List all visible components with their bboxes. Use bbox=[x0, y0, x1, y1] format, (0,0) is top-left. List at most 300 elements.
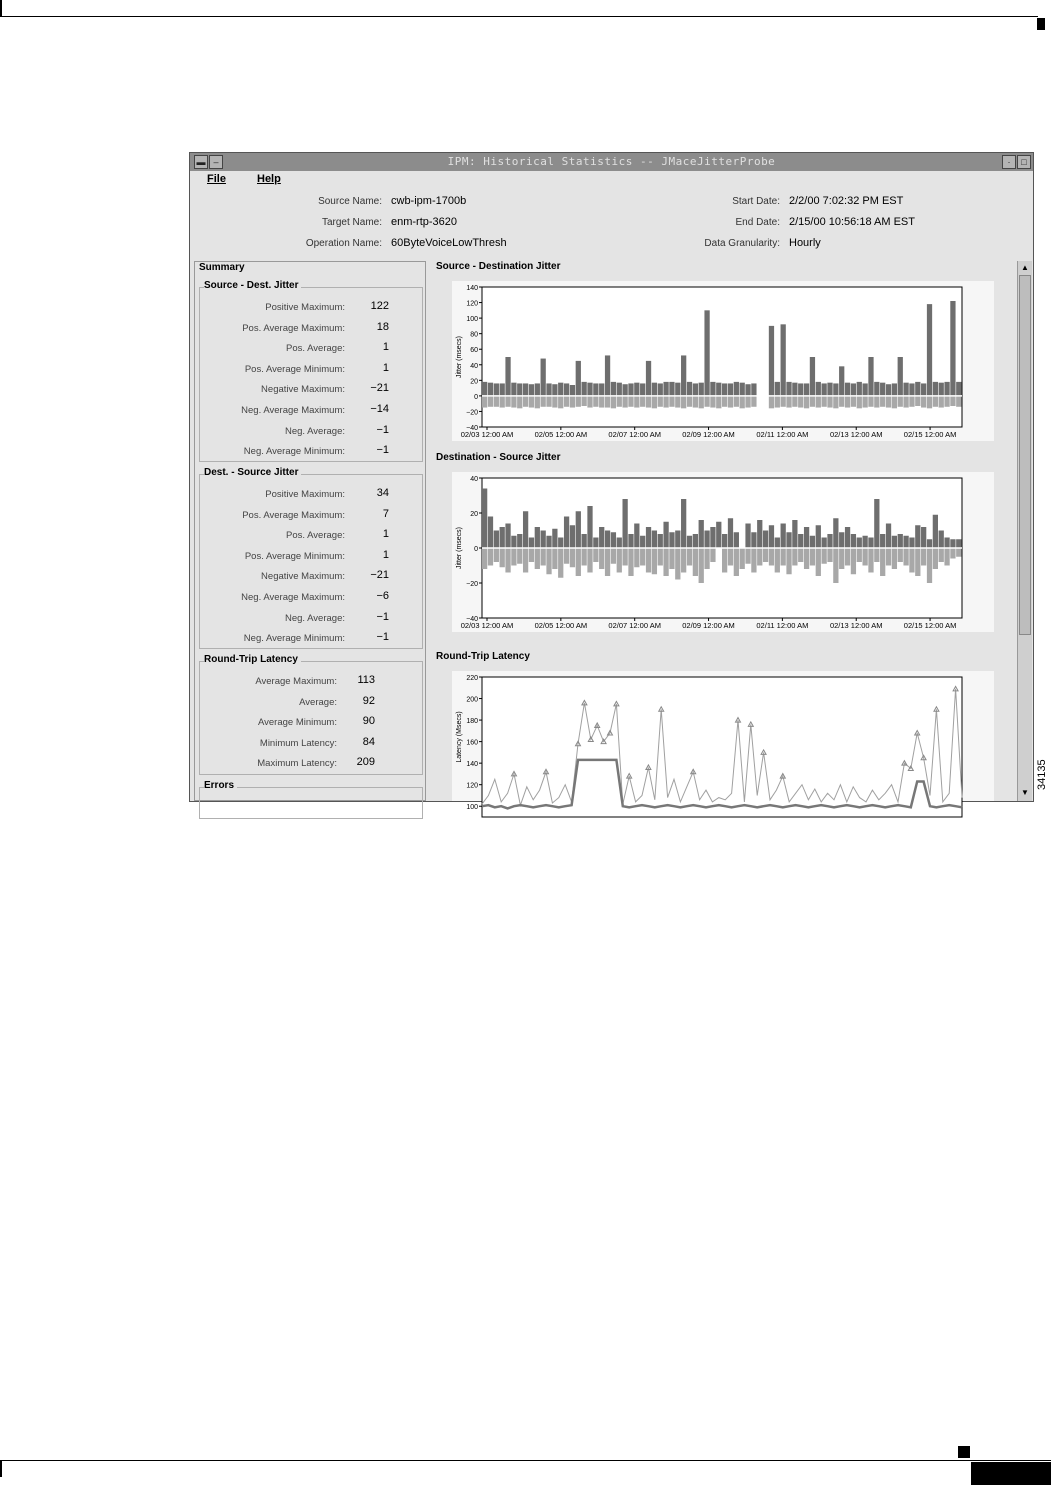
y-axis-label: Latency (Msecs) bbox=[456, 711, 463, 763]
bar bbox=[734, 382, 739, 396]
operation-name-label: Operation Name: bbox=[305, 238, 382, 249]
bar bbox=[810, 396, 815, 407]
bar bbox=[874, 499, 879, 548]
sd-stat-value: −1 bbox=[376, 444, 389, 457]
bar bbox=[494, 383, 499, 395]
y-tick-label: 60 bbox=[470, 347, 478, 355]
bar bbox=[564, 548, 569, 564]
bar bbox=[535, 396, 540, 408]
y-tick-label: 200 bbox=[466, 696, 478, 704]
bar bbox=[833, 383, 838, 395]
bar bbox=[622, 499, 627, 548]
bar bbox=[505, 357, 510, 396]
bar bbox=[781, 324, 786, 396]
bar bbox=[523, 548, 528, 573]
rtt-stat-label: Average Minimum: bbox=[257, 717, 337, 729]
bar bbox=[880, 383, 885, 396]
crop-mark-top-right bbox=[1037, 18, 1045, 30]
bar bbox=[541, 359, 546, 396]
sd-stat-value: 18 bbox=[376, 320, 389, 333]
bar bbox=[751, 548, 756, 573]
bar bbox=[939, 383, 944, 396]
bar bbox=[640, 536, 645, 548]
bar bbox=[804, 548, 809, 569]
bar bbox=[903, 536, 908, 548]
bar bbox=[710, 382, 715, 396]
window-menu-icon[interactable]: ▬ bbox=[194, 155, 208, 169]
bar bbox=[500, 527, 505, 548]
bar bbox=[939, 531, 944, 549]
bar bbox=[839, 548, 844, 569]
bar bbox=[611, 396, 616, 408]
bar bbox=[892, 536, 897, 548]
bar bbox=[915, 396, 920, 406]
page-top-rule bbox=[0, 16, 1038, 17]
sd-stat-label: Positive Maximum: bbox=[265, 302, 345, 313]
sd-jitter-title: Source - Dest. Jitter bbox=[204, 280, 301, 291]
bar bbox=[944, 396, 949, 407]
bar bbox=[681, 499, 686, 548]
bar bbox=[646, 548, 651, 573]
bar bbox=[915, 548, 920, 576]
bar bbox=[587, 506, 592, 548]
bar bbox=[488, 517, 493, 549]
start-date-value: 2/2/00 7:02:32 PM EST bbox=[789, 195, 904, 207]
bar bbox=[845, 396, 850, 408]
bar bbox=[827, 383, 832, 396]
scroll-thumb[interactable] bbox=[1019, 275, 1031, 635]
x-tick-label: 02/15 12:00 AM bbox=[903, 621, 957, 630]
bar bbox=[833, 548, 838, 583]
bar bbox=[681, 355, 686, 395]
bar bbox=[751, 532, 756, 548]
bar bbox=[681, 396, 686, 408]
bar bbox=[699, 383, 704, 396]
bar bbox=[704, 396, 709, 407]
bar bbox=[687, 536, 692, 548]
bar bbox=[699, 396, 704, 408]
bar bbox=[710, 548, 715, 562]
bar bbox=[658, 548, 663, 566]
y-tick-label: 80 bbox=[470, 331, 478, 339]
x-tick-label: 02/09 12:00 AM bbox=[682, 621, 735, 630]
bar bbox=[769, 548, 774, 566]
bar bbox=[558, 383, 563, 396]
bar bbox=[663, 396, 668, 408]
bar bbox=[505, 396, 510, 407]
rtt-chart-title: Round-Trip Latency bbox=[436, 651, 533, 662]
ds-stat-value: −1 bbox=[376, 610, 389, 623]
bar bbox=[798, 548, 803, 562]
scroll-down-icon[interactable]: ▼ bbox=[1021, 788, 1029, 797]
bar bbox=[582, 382, 587, 396]
bar bbox=[628, 548, 633, 576]
rtt-stat-label: Average: bbox=[299, 696, 337, 708]
y-tick-label: 140 bbox=[466, 285, 478, 292]
bar bbox=[722, 548, 727, 573]
bar bbox=[898, 548, 903, 562]
bar bbox=[933, 382, 938, 396]
bar bbox=[482, 489, 487, 549]
bar bbox=[775, 382, 780, 396]
bar bbox=[792, 396, 797, 407]
x-tick-label: 02/07 12:00 AM bbox=[608, 621, 661, 630]
rtt-stat-value: 84 bbox=[362, 735, 375, 748]
ds-stat-label: Neg. Average: bbox=[284, 612, 345, 624]
bar bbox=[564, 517, 569, 549]
bar bbox=[505, 548, 510, 573]
bar bbox=[769, 396, 774, 408]
bar bbox=[839, 532, 844, 548]
bar bbox=[892, 396, 897, 408]
bar bbox=[576, 361, 581, 396]
sd-stat-label: Pos. Average Maximum: bbox=[242, 322, 345, 334]
sd-stat-value: −1 bbox=[376, 423, 389, 436]
bar bbox=[862, 548, 867, 566]
bar bbox=[740, 383, 745, 396]
scroll-up-icon[interactable]: ▲ bbox=[1021, 263, 1029, 272]
ds-stat-value: −21 bbox=[370, 569, 389, 582]
bar bbox=[529, 384, 534, 396]
bar bbox=[845, 527, 850, 548]
bar bbox=[781, 524, 786, 549]
bar bbox=[927, 304, 932, 396]
bar bbox=[488, 548, 493, 566]
bar bbox=[845, 383, 850, 396]
bar bbox=[903, 548, 908, 566]
bar bbox=[663, 522, 668, 548]
y-axis-label: Jitter (msecs) bbox=[456, 527, 463, 569]
bar bbox=[622, 384, 627, 396]
sd-stat-label: Pos. Average Minimum: bbox=[244, 363, 345, 375]
bar bbox=[552, 529, 557, 548]
bar bbox=[535, 527, 540, 548]
y-tick-label: 220 bbox=[466, 675, 478, 682]
window-maximize-icon[interactable]: □ bbox=[1017, 155, 1031, 169]
y-tick-label: −20 bbox=[466, 409, 478, 417]
bar bbox=[874, 382, 879, 396]
bar bbox=[886, 548, 891, 566]
bar bbox=[933, 548, 938, 569]
window-minimize-icon[interactable]: – bbox=[209, 155, 223, 169]
bar bbox=[857, 382, 862, 396]
bar bbox=[699, 548, 704, 583]
bar bbox=[740, 548, 745, 569]
sd-stat-label: Neg. Average: bbox=[284, 425, 345, 437]
bar bbox=[628, 396, 633, 407]
ds-stat-label: Neg. Average Maximum: bbox=[241, 592, 345, 603]
bar bbox=[704, 531, 709, 549]
x-tick-label: 02/13 12:00 AM bbox=[829, 621, 883, 630]
ds-stat-label: Neg. Average Minimum: bbox=[243, 633, 345, 645]
bar bbox=[687, 548, 692, 566]
bar bbox=[541, 396, 546, 407]
sd-jitter-chart bbox=[452, 281, 994, 441]
source-name-value: cwb-ipm-1700b bbox=[391, 195, 467, 207]
sd-stat-value: 1 bbox=[382, 341, 389, 354]
bar bbox=[523, 396, 528, 407]
y-tick-label: 0 bbox=[474, 393, 478, 401]
sd-chart-frame bbox=[452, 281, 994, 441]
bar bbox=[751, 383, 756, 395]
bar bbox=[874, 396, 879, 408]
bar bbox=[786, 548, 791, 574]
bar bbox=[646, 361, 651, 396]
bar bbox=[634, 524, 639, 549]
bar bbox=[798, 396, 803, 408]
vertical-scrollbar[interactable] bbox=[1017, 261, 1032, 801]
bar bbox=[704, 548, 709, 569]
bar bbox=[722, 396, 727, 407]
bar bbox=[892, 548, 897, 569]
bar bbox=[728, 518, 733, 548]
bar bbox=[921, 396, 926, 408]
bar bbox=[669, 396, 674, 407]
bar bbox=[640, 383, 645, 395]
bar bbox=[816, 382, 821, 396]
bar bbox=[669, 532, 674, 548]
bar bbox=[898, 534, 903, 548]
bar bbox=[611, 382, 616, 396]
granularity-value: Hourly bbox=[789, 237, 821, 249]
bar bbox=[798, 383, 803, 395]
bar bbox=[810, 548, 815, 566]
ds-jitter-chart bbox=[452, 472, 994, 632]
bar bbox=[582, 534, 587, 548]
bar bbox=[599, 527, 604, 548]
ds-jitter-title: Dest. - Source Jitter bbox=[204, 467, 301, 478]
x-tick-label: 02/05 12:00 AM bbox=[534, 430, 588, 439]
window-iconify-icon[interactable]: · bbox=[1002, 155, 1016, 169]
x-tick-label: 02/11 12:00 AM bbox=[756, 621, 809, 630]
y-tick-label: 120 bbox=[466, 782, 478, 790]
ds-stat-label: Pos. Average: bbox=[286, 530, 345, 542]
bar bbox=[546, 536, 551, 548]
bar bbox=[786, 382, 791, 396]
ds-chart-title: Destination - Source Jitter bbox=[436, 452, 563, 463]
bar bbox=[552, 384, 557, 396]
bar bbox=[939, 396, 944, 408]
ds-stat-label: Negative Maximum: bbox=[261, 571, 345, 583]
bar bbox=[675, 548, 680, 580]
bar bbox=[804, 383, 809, 395]
bar bbox=[868, 548, 873, 573]
bar bbox=[593, 383, 598, 395]
title-bar[interactable] bbox=[190, 153, 1033, 171]
rtt-stat-label: Maximum Latency: bbox=[257, 758, 337, 770]
ds-stat-value: 34 bbox=[376, 487, 389, 499]
bar bbox=[599, 396, 604, 408]
bar bbox=[517, 396, 522, 408]
y-tick-label: −40 bbox=[466, 425, 478, 432]
bar bbox=[921, 527, 926, 548]
bar bbox=[950, 539, 955, 548]
sd-stat-value: −14 bbox=[370, 403, 389, 415]
bar bbox=[617, 383, 622, 396]
bar bbox=[517, 548, 522, 564]
bar bbox=[710, 396, 715, 408]
rtt-stat-value: 209 bbox=[356, 756, 375, 769]
bar bbox=[775, 548, 780, 573]
bar bbox=[617, 396, 622, 407]
x-tick-label: 02/13 12:00 AM bbox=[829, 430, 883, 439]
bar bbox=[839, 366, 844, 396]
bar bbox=[675, 531, 680, 549]
bar bbox=[587, 396, 592, 408]
y-tick-label: 140 bbox=[466, 761, 478, 769]
ds-stat-value: 7 bbox=[382, 507, 389, 520]
bar bbox=[535, 548, 540, 569]
y-tick-label: 100 bbox=[466, 316, 478, 324]
figure-id: 34135 bbox=[1036, 759, 1048, 790]
bar bbox=[546, 548, 551, 574]
bar bbox=[646, 527, 651, 548]
bar bbox=[669, 548, 674, 569]
bar bbox=[734, 532, 739, 548]
bar bbox=[740, 396, 745, 408]
bar bbox=[810, 357, 815, 396]
bar bbox=[734, 396, 739, 407]
menu-file[interactable]: File bbox=[207, 173, 226, 185]
bar bbox=[950, 548, 955, 559]
bar bbox=[570, 385, 575, 396]
bar bbox=[757, 548, 762, 566]
bar bbox=[587, 548, 592, 573]
bar bbox=[593, 548, 598, 562]
x-tick-label: 02/07 12:00 AM bbox=[608, 430, 661, 439]
bar bbox=[564, 396, 569, 407]
bar bbox=[915, 382, 920, 396]
bar bbox=[687, 396, 692, 407]
bar bbox=[781, 396, 786, 407]
bar bbox=[816, 396, 821, 408]
ds-chart-frame bbox=[452, 472, 994, 632]
bar bbox=[622, 548, 627, 566]
rtt-chart-frame bbox=[452, 671, 994, 812]
bar bbox=[927, 548, 932, 583]
rtt-stat-label: Average Maximum: bbox=[255, 676, 337, 687]
bar bbox=[500, 383, 505, 395]
bar bbox=[716, 396, 721, 408]
bar bbox=[494, 548, 499, 562]
bar bbox=[874, 548, 879, 562]
bar bbox=[734, 548, 739, 576]
bar bbox=[693, 396, 698, 408]
bar bbox=[511, 548, 516, 566]
bar bbox=[576, 396, 581, 407]
bar bbox=[903, 396, 908, 408]
bar bbox=[804, 527, 809, 548]
bar bbox=[851, 396, 856, 407]
bar bbox=[541, 548, 546, 566]
bar bbox=[792, 383, 797, 396]
y-tick-label: 20 bbox=[470, 378, 478, 386]
bar bbox=[546, 383, 551, 395]
page-number-tab bbox=[971, 1462, 1051, 1485]
bar bbox=[822, 538, 827, 549]
menu-help[interactable]: Help bbox=[257, 173, 281, 185]
bar bbox=[810, 536, 815, 548]
bar bbox=[745, 384, 750, 396]
bar bbox=[792, 520, 797, 548]
rtt-title: Round-Trip Latency bbox=[204, 654, 301, 665]
bar bbox=[745, 396, 750, 408]
bar bbox=[862, 383, 867, 395]
source-name-label: Source Name: bbox=[318, 196, 382, 207]
bar bbox=[956, 396, 961, 407]
bar bbox=[804, 396, 809, 408]
bar bbox=[488, 396, 493, 407]
bar bbox=[511, 383, 516, 396]
sd-stat-label: Neg. Average Minimum: bbox=[243, 446, 345, 458]
bar bbox=[822, 396, 827, 407]
bar bbox=[500, 396, 505, 408]
ds-stat-value: −1 bbox=[376, 631, 389, 644]
bar bbox=[909, 548, 914, 573]
bar bbox=[558, 548, 563, 578]
bar bbox=[909, 396, 914, 407]
bar bbox=[605, 355, 610, 395]
bar bbox=[652, 548, 657, 574]
crop-mark-top-left bbox=[0, 0, 2, 17]
bar bbox=[529, 396, 534, 408]
bar bbox=[552, 548, 557, 569]
bar bbox=[827, 548, 832, 562]
bar bbox=[634, 548, 639, 567]
y-tick-label: 120 bbox=[466, 300, 478, 308]
bar bbox=[769, 525, 774, 548]
bar bbox=[570, 525, 575, 548]
bar bbox=[857, 538, 862, 549]
bar bbox=[658, 534, 663, 548]
bar bbox=[663, 548, 668, 576]
bar bbox=[862, 536, 867, 548]
bar bbox=[482, 382, 487, 396]
bar bbox=[728, 396, 733, 408]
target-name-value: enm-rtp-3620 bbox=[391, 216, 458, 228]
bar bbox=[956, 539, 961, 548]
crop-mark-bottom-left bbox=[0, 1461, 2, 1477]
bar bbox=[640, 548, 645, 566]
bar bbox=[617, 548, 622, 573]
bar bbox=[617, 538, 622, 549]
bar bbox=[898, 396, 903, 407]
bar bbox=[939, 548, 944, 562]
bar bbox=[950, 301, 955, 396]
page-bottom-rule bbox=[0, 1460, 1051, 1461]
bar bbox=[529, 538, 534, 549]
bar bbox=[628, 534, 633, 548]
bar bbox=[944, 548, 949, 566]
granularity-label: Data Granularity: bbox=[704, 238, 780, 249]
bar bbox=[529, 548, 534, 562]
bar bbox=[927, 396, 932, 408]
x-tick-label: 02/03 12:00 AM bbox=[460, 621, 514, 630]
bar bbox=[886, 384, 891, 396]
ds-stat-label: Pos. Average Maximum: bbox=[242, 509, 345, 521]
bar bbox=[693, 534, 698, 548]
historical-statistics-window bbox=[189, 152, 1034, 812]
bar bbox=[564, 383, 569, 395]
bar bbox=[816, 525, 821, 548]
bar bbox=[950, 396, 955, 406]
bar bbox=[511, 536, 516, 548]
bar bbox=[933, 396, 938, 407]
y-tick-label: 20 bbox=[470, 511, 478, 518]
bar bbox=[722, 534, 727, 548]
x-tick-label: 02/15 12:00 AM bbox=[903, 430, 957, 439]
bar bbox=[786, 396, 791, 408]
